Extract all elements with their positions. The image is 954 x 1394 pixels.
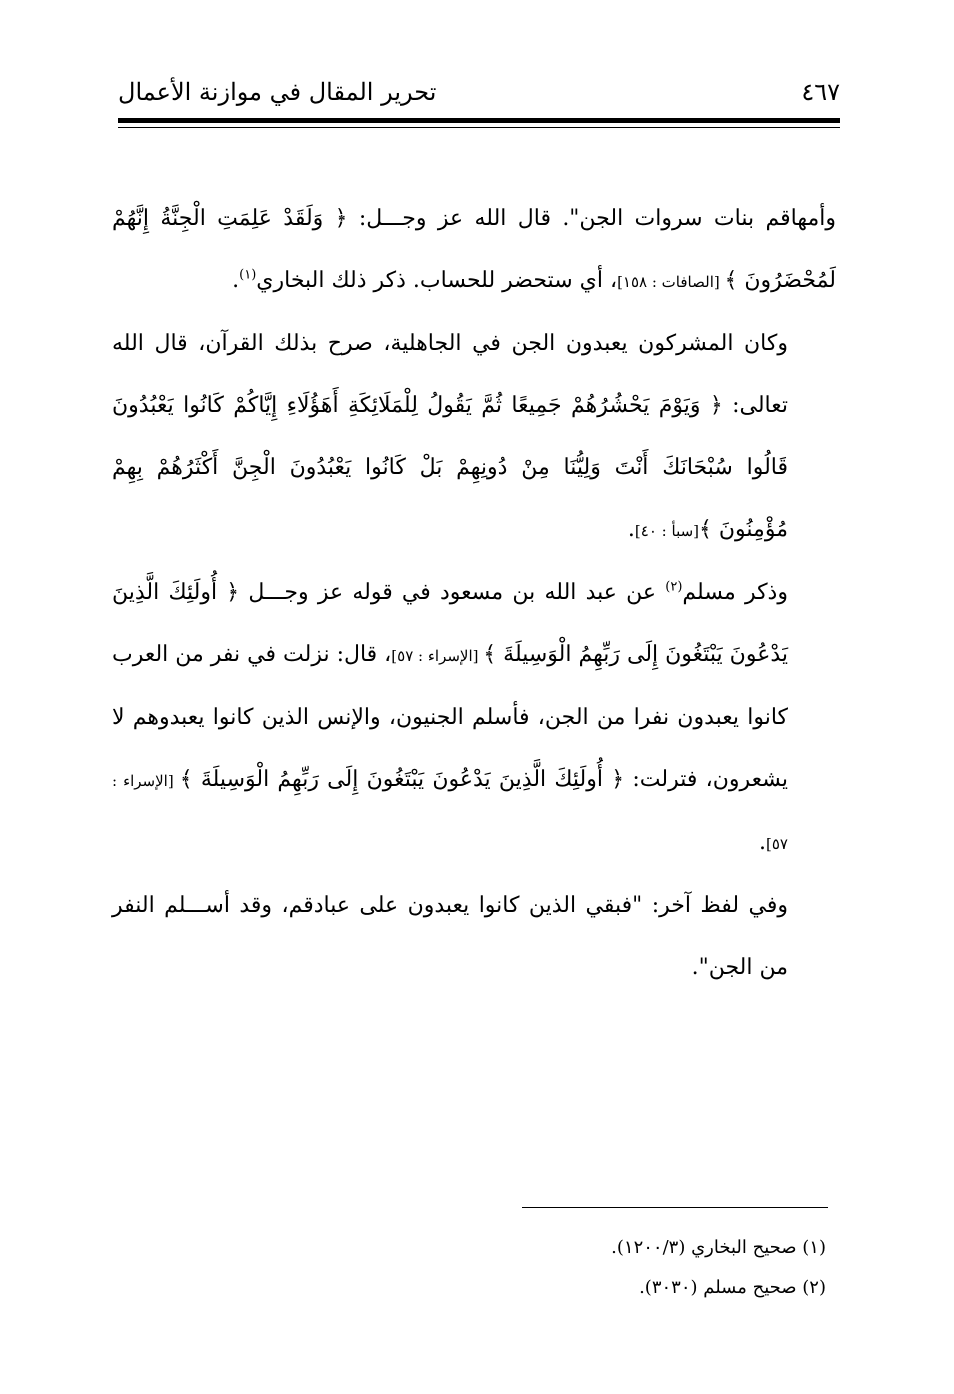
footnote-2: (٢) صحيح مسلم (٣٠٣٠).	[639, 1277, 826, 1298]
quran-verse: ﴿ أُولَئِكَ الَّذِينَ يَدْعُونَ يَبْتَغُونَ إِلَى رَبِّهِمُ الْوَسِيلَةَ ﴾	[112, 580, 788, 667]
quran-verse: ﴿ وَلَقَدْ عَلِمَتِ الْجِنَّةُ إِنَّهُمْ لَمُحْضَرُونَ ﴾	[112, 206, 836, 293]
text: وأمهاقم بنات سروات الجن". قال الله عز وجـــل:	[347, 206, 836, 231]
main-text	[112, 188, 836, 999]
text: .	[232, 268, 240, 293]
paragraph-2	[112, 313, 836, 562]
footnotes	[480, 1228, 826, 1308]
footnote-marker[interactable]: (١)	[239, 267, 257, 283]
text: ، قال: نزلت في نفر من العرب كانوا يعبدون نفرا من الجن، فأسلم الجنيون، والإنس الذين كانوا يعبدوهم لا يشعرون، فترلت:	[111, 642, 788, 792]
quran-verse: ﴿ أُولَئِكَ الَّذِينَ يَدْعُونَ يَبْتَغُونَ إِلَى رَبِّهِمُ الْوَسِيلَةَ ﴾	[179, 767, 625, 792]
footnote-1: (١) صحيح البخاري (١٢٠٠/٣).	[611, 1237, 826, 1258]
paragraph-3	[112, 562, 836, 875]
quran-verse: ﴿ وَيَوْمَ يَحْشُرُهُمْ جَمِيعًا ثُمَّ يَقُولُ لِلْمَلَائِكَةِ أَهَؤُلَاءِ إِيَّاكُمْ كَانُوا يَعْبُدُونَ قَالُوا سُبْحَانَكَ أَنْتَ وَلِيُّنَا مِنْ دُونِهِمْ بَلْ كَانُوا يَعْبُدُونَ الْجِنَّ أَكْثَرُهُمْ بِهِمْ مُؤْمِنُونَ ﴾	[112, 393, 788, 542]
page-number: ٤٦٧	[801, 78, 840, 106]
text: عن عبد الله بن مسعود في قوله عز وجـــل	[239, 580, 666, 605]
header-rule-thin	[118, 127, 840, 128]
paragraph-4	[112, 875, 836, 999]
verse-reference: [الإسراء : ٥٧]	[112, 772, 788, 853]
text: وذكر مسلم	[682, 580, 788, 605]
text: وكان المشركون يعبدون الجن في الجاهلية، صرح بذلك القرآن، قال الله تعالى:	[112, 331, 788, 418]
text: ، أي ستحضر للحساب. ذكر ذلك البخاري	[256, 268, 618, 293]
verse-reference: [الإسراء : ٥٧]	[391, 647, 484, 665]
text: .	[759, 830, 767, 855]
text: .	[627, 517, 635, 542]
verse-reference: [سبأ : ٤٠]	[634, 522, 700, 540]
verse-reference: [الصافات : ١٥٨]	[617, 273, 725, 291]
header-rule-thick	[118, 118, 840, 123]
paragraph-1	[112, 188, 836, 313]
book-title: تحرير المقال في موازنة الأعمال	[118, 78, 437, 106]
text: وفي لفظ آخر: "فبقي الذين كانوا يعبدون على عبادقم، وقد أســـلم النفر من الجن".	[112, 893, 788, 980]
footnote-marker[interactable]: (٢)	[665, 579, 683, 595]
running-header	[118, 78, 840, 108]
footnote-separator	[522, 1207, 828, 1208]
